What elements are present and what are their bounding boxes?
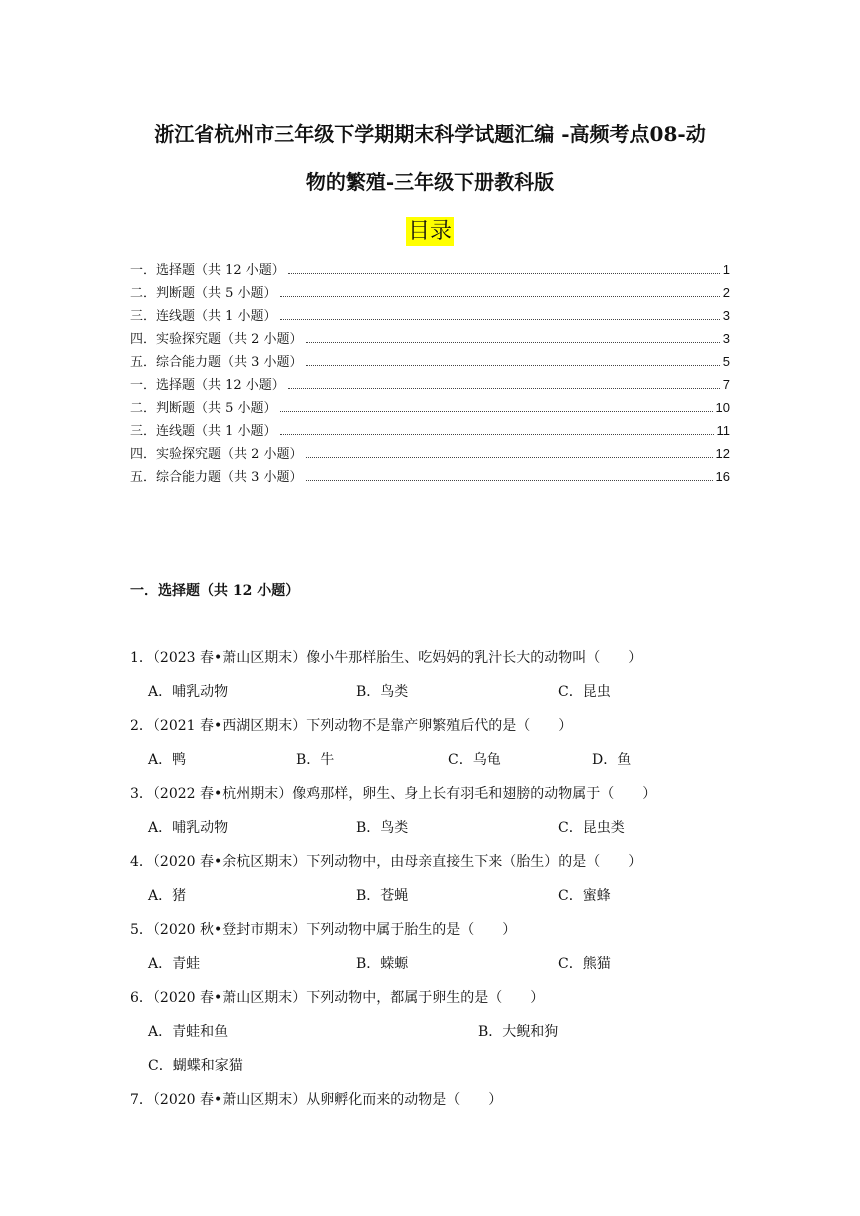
toc-entry[interactable] [130,304,730,327]
option-c: C．昆虫 [558,684,611,700]
toc-leader-dots [306,328,720,343]
toc-entry-label: 一．选择题（共 12 小题） [130,378,285,393]
option-a: A．鸭 [148,752,187,768]
toc-entry[interactable] [130,442,730,465]
question-text: 5．（2020 秋•登封市期末）下列动物中属于胎生的是（ ） [130,922,517,938]
option-c: C．蝴蝶和家猫 [148,1058,243,1074]
option-row [130,1022,730,1056]
question-text: 4．（2020 春•余杭区期末）下列动物中，由母亲直接生下来（胎生）的是（ ） [130,854,643,870]
toc-leader-dots [306,351,720,366]
question-text: 7．（2020 春•萧山区期末）从卵孵化而来的动物是（ ） [130,1092,503,1108]
question-list [130,648,730,1124]
option-a: A．青蛙和鱼 [148,1024,229,1040]
toc-entry-label: 四．实验探究题（共 2 小题） [130,447,303,462]
toc-entry-page: 12 [715,446,730,461]
toc-entry[interactable] [130,373,730,396]
option-b: B．苍蝇 [356,888,409,904]
toc-entry[interactable] [130,419,730,442]
toc-entry-page: 2 [722,285,730,300]
toc-leader-dots [306,466,713,481]
option-a: A．哺乳动物 [148,684,229,700]
question-text: 3．（2022 春•杭州期末）像鸡那样，卵生、身上长有羽毛和翅膀的动物属于（ ） [130,786,657,802]
toc-entry[interactable] [130,281,730,304]
option-row [130,886,730,920]
toc-heading-text: 目录 [407,219,452,244]
option-c: C．熊猫 [558,956,611,972]
toc-entry-label: 二．判断题（共 5 小题） [130,286,277,301]
option-row [130,818,730,852]
option-c: C．蜜蜂 [558,888,611,904]
option-row [130,954,730,988]
option-b: B．蝾螈 [356,956,409,972]
toc-entry[interactable] [130,327,730,350]
option-c: C．昆虫类 [558,820,625,836]
toc-entry-page: 1 [722,262,730,277]
toc-leader-dots [280,305,720,320]
toc-entry-page: 10 [715,400,730,415]
option-b: B．大鲵和狗 [478,1024,559,1040]
toc-entry-page: 3 [722,308,730,323]
toc-entry-label: 二．判断题（共 5 小题） [130,401,277,416]
title-line-1: 浙江省杭州市三年级下学期期末科学试题汇编 -高频考点08-动 [154,122,706,146]
toc-entry-page: 16 [715,469,730,484]
toc-entry-page: 5 [722,354,730,369]
option-d: D．鱼 [592,752,632,768]
toc-entry[interactable] [130,350,730,373]
toc-entry[interactable] [130,258,730,281]
question-text: 2．（2021 春•西湖区期末）下列动物不是靠产卵繁殖后代的是（ ） [130,718,573,734]
section-heading: 一．选择题（共 12 小题） [130,583,300,599]
toc-leader-dots [306,443,713,458]
document-title [110,110,750,206]
question-text: 6．（2020 春•萧山区期末）下列动物中，都属于卵生的是（ ） [130,990,545,1006]
toc-leader-dots [288,259,720,274]
table-of-contents [130,258,730,488]
option-b: B．鸟类 [356,820,409,836]
question-text: 1．（2023 春•萧山区期末）像小牛那样胎生、吃妈妈的乳汁长大的动物叫（ ） [130,650,643,666]
toc-entry-label: 四．实验探究题（共 2 小题） [130,332,303,347]
toc-entry-label: 五．综合能力题（共 3 小题） [130,355,303,370]
toc-entry-label: 三．连线题（共 1 小题） [130,309,277,324]
title-line-2: 物的繁殖-三年级下册教科版 [305,170,555,194]
option-c: C．乌龟 [448,752,501,768]
toc-entry-page: 3 [722,331,730,346]
toc-entry-page: 11 [716,423,730,438]
option-a: A．哺乳动物 [148,820,229,836]
toc-entry-label: 一．选择题（共 12 小题） [130,263,285,278]
toc-leader-dots [280,420,714,435]
option-row [130,1056,730,1090]
toc-entry[interactable] [130,396,730,419]
toc-leader-dots [288,374,720,389]
option-a: A．青蛙 [148,956,201,972]
option-row [130,750,730,784]
toc-heading [0,214,860,245]
option-a: A．猪 [148,888,187,904]
toc-leader-dots [280,397,713,412]
toc-entry-label: 三．连线题（共 1 小题） [130,424,277,439]
option-b: B．鸟类 [356,684,409,700]
toc-entry[interactable] [130,465,730,488]
toc-leader-dots [280,282,720,297]
toc-entry-page: 7 [722,377,730,392]
option-row [130,682,730,716]
toc-entry-label: 五．综合能力题（共 3 小题） [130,470,303,485]
option-b: B．牛 [296,752,335,768]
